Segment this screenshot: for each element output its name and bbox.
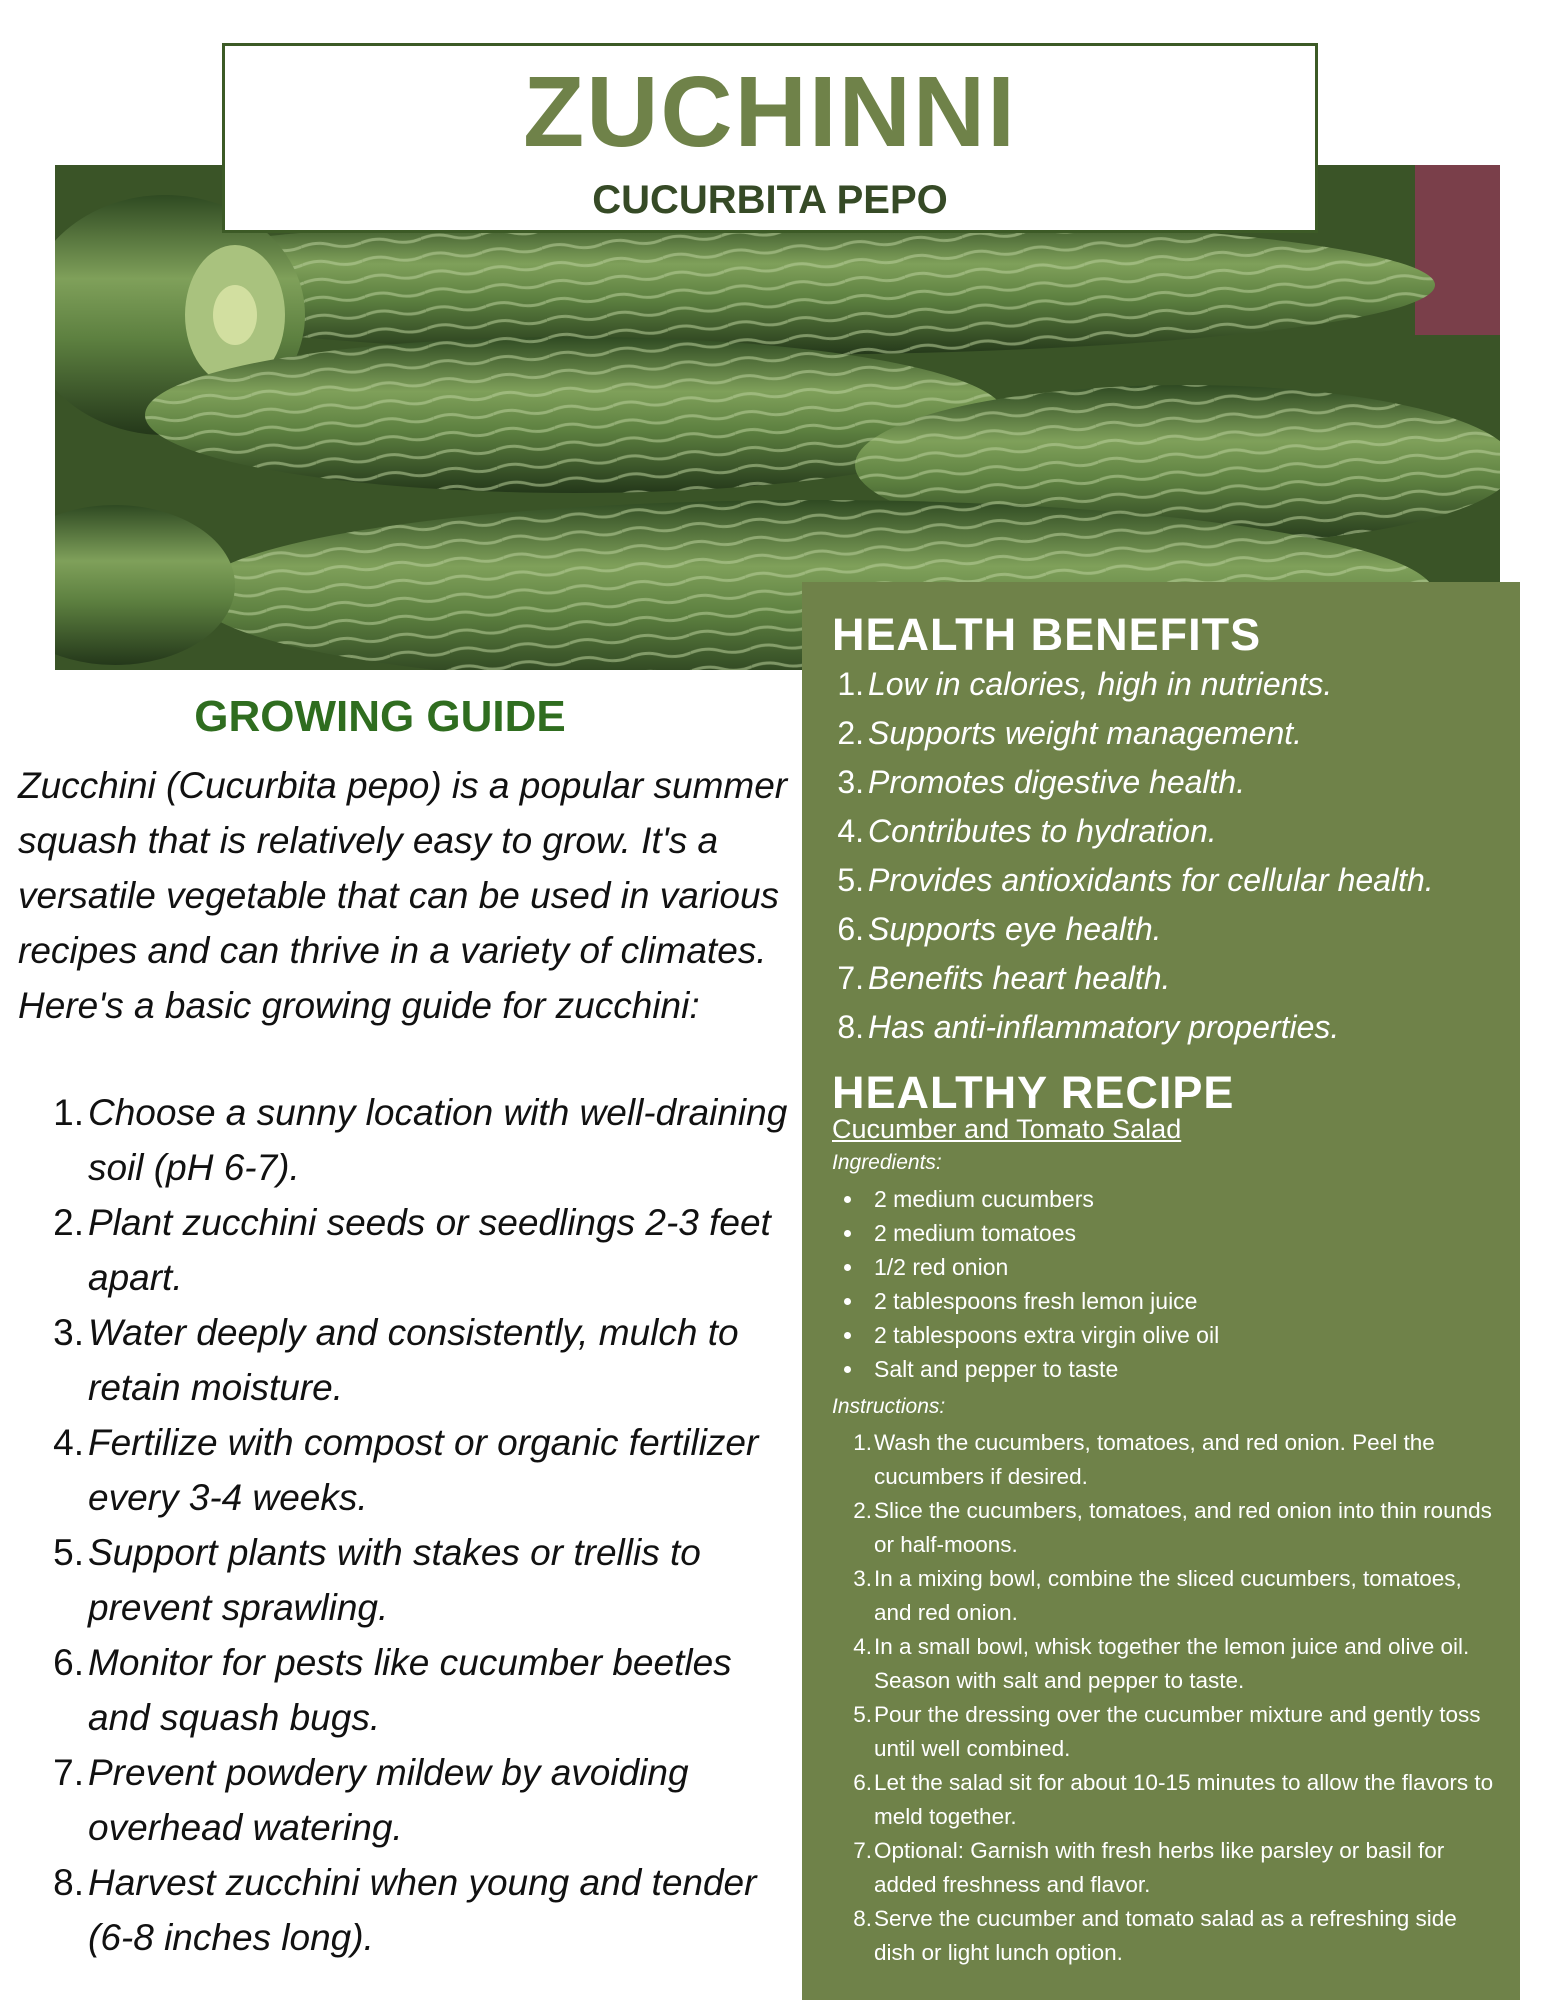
step-text: Choose a sunny location with well-draining soil (pH 6-7). — [88, 1092, 788, 1188]
page-subtitle: CUCURBITA PEPO — [592, 178, 948, 222]
list-item: 1. Choose a sunny location with well-draining soil (pH 6-7). — [53, 1092, 788, 1188]
benefit-text: Contributes to hydration. — [868, 813, 1217, 849]
growing-guide-steps — [18, 1085, 788, 1965]
benefit-text: Benefits heart health. — [868, 960, 1171, 996]
benefit-text: Has anti-inflammatory properties. — [868, 1009, 1340, 1045]
list-item: 3. Promotes digestive health. — [837, 764, 1246, 800]
instruction-text: Serve the cucumber and tomato salad as a refreshing side dish or light lunch option. — [874, 1906, 1457, 1965]
growing-guide-intro: Zucchini (Cucurbita pepo) is a popular summer squash that is relatively easy to grow. It's a versatile vegetable that can be used in various recipes and can thrive in a variety of climates. Here's a basic growing guide for zucchini: — [18, 765, 788, 1026]
list-item: 7. Optional: Garnish with fresh herbs like parsley or basil for added freshness and flavor. — [853, 1838, 1445, 1897]
health-benefits-list — [832, 660, 1512, 1052]
list-item: 4. In a small bowl, whisk together the lemon juice and olive oil. Season with salt and pepper to taste. — [853, 1634, 1470, 1693]
instruction-text: Pour the dressing over the cucumber mixture and gently toss until well combined. — [874, 1702, 1481, 1761]
info-panel — [802, 582, 1520, 2000]
step-text: Support plants with stakes or trellis to prevent sprawling. — [88, 1532, 701, 1628]
list-item: 4. Contributes to hydration. — [837, 813, 1217, 849]
title-box — [222, 43, 1318, 233]
instructions-list — [832, 1426, 1497, 1970]
instruction-text: Optional: Garnish with fresh herbs like parsley or basil for added freshness and flavor. — [874, 1838, 1445, 1897]
page-title: ZUCHINNI — [523, 56, 1017, 168]
list-item: 2 tablespoons extra virgin olive oil — [832, 1318, 1492, 1352]
list-item: 3. In a mixing bowl, combine the sliced cucumbers, tomatoes, and red onion. — [853, 1566, 1462, 1625]
list-item: 5. Pour the dressing over the cucumber mixture and gently toss until well combined. — [853, 1702, 1481, 1761]
benefit-text: Supports eye health. — [868, 911, 1162, 947]
list-item: 2 tablespoons fresh lemon juice — [832, 1284, 1492, 1318]
instruction-text: In a small bowl, whisk together the lemon juice and olive oil. Season with salt and pepper to taste. — [874, 1634, 1470, 1693]
list-item: 1. Low in calories, high in nutrients. — [837, 666, 1333, 702]
list-item: 4. Fertilize with compost or organic fertilizer every 3-4 weeks. — [53, 1422, 759, 1518]
step-text: Fertilize with compost or organic fertilizer every 3-4 weeks. — [88, 1422, 759, 1518]
instruction-text: Let the salad sit for about 10-15 minutes to allow the flavors to meld together. — [874, 1770, 1494, 1829]
benefit-text: Low in calories, high in nutrients. — [868, 666, 1333, 702]
list-item: 3. Water deeply and consistently, mulch to retain moisture. — [53, 1312, 739, 1408]
list-item: Salt and pepper to taste — [832, 1352, 1492, 1386]
list-item: 2 medium cucumbers — [832, 1182, 1492, 1216]
instructions-label: Instructions: — [832, 1395, 946, 1418]
recipe-title: Cucumber and Tomato Salad — [832, 1114, 1182, 1144]
growing-guide-heading: GROWING GUIDE — [194, 692, 566, 741]
list-item: 1. Wash the cucumbers, tomatoes, and red onion. Peel the cucumbers if desired. — [853, 1430, 1435, 1489]
list-item: 5. Support plants with stakes or trellis to prevent sprawling. — [53, 1532, 701, 1628]
step-text: Water deeply and consistently, mulch to retain moisture. — [88, 1312, 739, 1408]
ingredients-label: Ingredients: — [832, 1151, 942, 1174]
list-item: 2. Slice the cucumbers, tomatoes, and red onion into thin rounds or half-moons. — [853, 1498, 1492, 1557]
list-item: 1/2 red onion — [832, 1250, 1492, 1284]
list-item: 5. Provides antioxidants for cellular health. — [837, 862, 1434, 898]
list-item: 6. Let the salad sit for about 10-15 minutes to allow the flavors to meld together. — [853, 1770, 1494, 1829]
list-item: 6. Supports eye health. — [837, 911, 1162, 947]
list-item: 2. Plant zucchini seeds or seedlings 2-3 feet apart. — [53, 1202, 771, 1298]
list-item: 2 medium tomatoes — [832, 1216, 1492, 1250]
list-item: 2. Supports weight management. — [837, 715, 1303, 751]
benefit-text: Supports weight management. — [868, 715, 1303, 751]
step-text: Prevent powdery mildew by avoiding overhead watering. — [88, 1752, 689, 1848]
list-item: 8. Has anti-inflammatory properties. — [837, 1009, 1340, 1045]
list-item: 7. Prevent powdery mildew by avoiding overhead watering. — [53, 1752, 689, 1848]
list-item: 8. Harvest zucchini when young and tender (6-8 inches long). — [53, 1862, 757, 1958]
healthy-recipe-heading: HEALTHY RECIPE — [832, 1067, 1235, 1118]
step-text: Plant zucchini seeds or seedlings 2-3 feet apart. — [88, 1202, 771, 1298]
benefit-text: Promotes digestive health. — [868, 764, 1246, 800]
list-item: 8. Serve the cucumber and tomato salad as a refreshing side dish or light lunch option. — [853, 1906, 1457, 1965]
step-text: Harvest zucchini when young and tender (6-8 inches long). — [88, 1862, 757, 1958]
instruction-text: Slice the cucumbers, tomatoes, and red onion into thin rounds or half-moons. — [874, 1498, 1492, 1557]
benefit-text: Provides antioxidants for cellular health. — [868, 862, 1434, 898]
list-item: 6. Monitor for pests like cucumber beetles and squash bugs. — [53, 1642, 732, 1738]
step-text: Monitor for pests like cucumber beetles and squash bugs. — [88, 1642, 732, 1738]
instruction-text: In a mixing bowl, combine the sliced cucumbers, tomatoes, and red onion. — [874, 1566, 1462, 1625]
ingredients-list — [832, 1182, 1492, 1386]
instruction-text: Wash the cucumbers, tomatoes, and red onion. Peel the cucumbers if desired. — [874, 1430, 1435, 1489]
health-benefits-heading: HEALTH BENEFITS — [832, 609, 1262, 660]
list-item: 7. Benefits heart health. — [837, 960, 1171, 996]
